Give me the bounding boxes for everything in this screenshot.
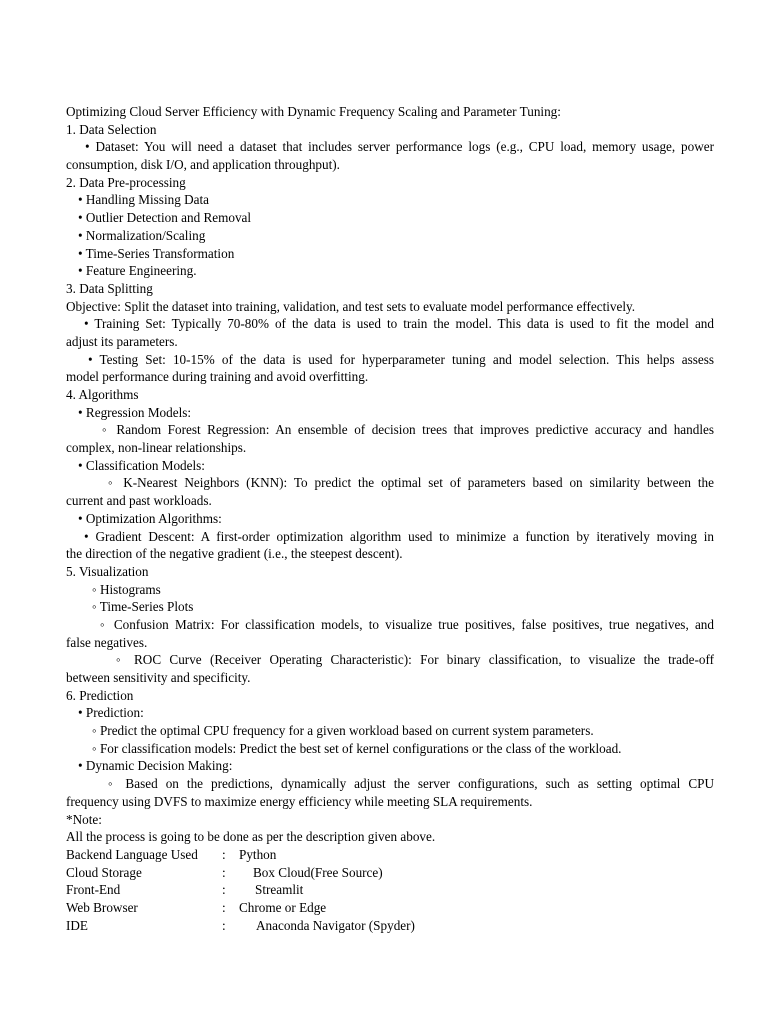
testing-set-bullet: • Testing Set: 10-15% of the data is used for hyperparameter tuning and model selection. This helps assess [88, 351, 714, 367]
list-item: • Feature Engineering. [78, 263, 197, 279]
predict-cpu-item: ◦ Predict the optimal CPU frequency for a given workload based on current system parameters. [92, 723, 594, 739]
spec-value: Python [239, 846, 277, 862]
classification-models-item: • Classification Models: [78, 457, 205, 473]
dataset-bullet-cont: consumption, disk I/O, and application throughput). [66, 157, 340, 173]
random-forest-item-cont: complex, non-linear relationships. [66, 440, 247, 456]
confusion-matrix-item: ◦ Confusion Matrix: For classification models, to visualize true positives, false positives, true negatives, and [100, 616, 714, 632]
dynamic-adjust-item: ◦ Based on the predictions, dynamically adjust the server configurations, such as setting optimal CPU [108, 776, 714, 792]
note-label: *Note: [66, 811, 102, 827]
training-set-bullet-cont: adjust its parameters. [66, 333, 178, 349]
time-series-plots-item: ◦ Time-Series Plots [92, 599, 194, 615]
spec-key: IDE [66, 917, 88, 933]
confusion-matrix-item-cont: false negatives. [66, 634, 148, 650]
list-item: • Normalization/Scaling [78, 227, 206, 243]
testing-set-bullet-cont: model performance during training and avoid overfitting. [66, 369, 369, 385]
note-text: All the process is going to be done as per the description given above. [66, 829, 436, 845]
spec-row-front-end [66, 881, 714, 899]
section-heading-prediction: 6. Prediction [66, 687, 134, 703]
dynamic-adjust-item-cont: frequency using DVFS to maximize energy efficiency while meeting SLA requirements. [66, 793, 533, 809]
regression-models-item: • Regression Models: [78, 404, 192, 420]
list-item: • Handling Missing Data [78, 192, 209, 208]
optimization-algorithms-item: • Optimization Algorithms: [78, 510, 222, 526]
random-forest-item: ◦ Random Forest Regression: An ensemble of decision trees that improves predictive accuracy and handles [102, 422, 714, 438]
gradient-descent-item-cont: the direction of the negative gradient (i.e., the steepest descent). [66, 546, 403, 562]
training-set-bullet: • Training Set: Typically 70-80% of the data is used to train the model. This data is used to fit the model and [84, 316, 714, 332]
gradient-descent-item: • Gradient Descent: A first-order optimization algorithm used to minimize a function by iteratively moving in [84, 528, 714, 544]
spec-value: Chrome or Edge [239, 899, 327, 915]
spec-row-web-browser [66, 899, 714, 917]
knn-item: ◦ K-Nearest Neighbors (KNN): To predict the optimal set of parameters based on similarity between the [108, 475, 714, 491]
spec-key: Front-End [66, 882, 121, 898]
dataset-bullet: • Dataset: You will need a dataset that includes server performance logs (e.g., CPU load, memory usage, power [85, 139, 714, 155]
spec-value: Box Cloud(Free Source) [253, 864, 383, 880]
section-heading-splitting: 3. Data Splitting [66, 280, 153, 296]
spec-separator: : [222, 882, 226, 898]
spec-row-ide [66, 917, 714, 935]
roc-curve-item: ◦ ROC Curve (Receiver Operating Characteristic): For binary classification, to visualize the trade-off [116, 652, 714, 668]
roc-curve-item-cont: between sensitivity and specificity. [66, 670, 251, 685]
document-body [66, 103, 714, 934]
prediction-item: • Prediction: [78, 705, 144, 721]
spec-value: Streamlit [255, 882, 304, 898]
spec-row-cloud-storage [66, 864, 714, 882]
list-item: • Outlier Detection and Removal [78, 210, 252, 226]
dynamic-decision-item: • Dynamic Decision Making: [78, 758, 233, 774]
spec-separator: : [222, 899, 226, 915]
spec-row-backend [66, 846, 714, 864]
section-heading-algorithms: 4. Algorithms [66, 387, 139, 402]
spec-value: Anaconda Navigator (Spyder) [256, 917, 415, 933]
spec-separator: : [222, 864, 226, 880]
predict-kernel-item: ◦ For classification models: Predict the best set of kernel configurations or the class of the workload. [92, 740, 622, 756]
list-item: • Time-Series Transformation [78, 245, 235, 261]
objective-text: Objective: Split the dataset into training, validation, and test sets to evaluate model performance effectively. [66, 298, 636, 314]
section-heading-data-selection: 1. Data Selection [66, 121, 157, 137]
histograms-item: ◦ Histograms [92, 581, 161, 597]
spec-key: Backend Language Used [66, 846, 198, 862]
section-heading-preprocessing: 2. Data Pre-processing [66, 174, 186, 190]
knn-item-cont: current and past workloads. [66, 493, 212, 509]
spec-separator: : [222, 846, 226, 862]
spec-key: Web Browser [66, 899, 138, 915]
section-heading-visualization: 5. Visualization [66, 563, 149, 579]
document-title: Optimizing Cloud Server Efficiency with Dynamic Frequency Scaling and Parameter Tuning: [66, 104, 561, 119]
spec-key: Cloud Storage [66, 864, 142, 880]
spec-separator: : [222, 917, 226, 933]
